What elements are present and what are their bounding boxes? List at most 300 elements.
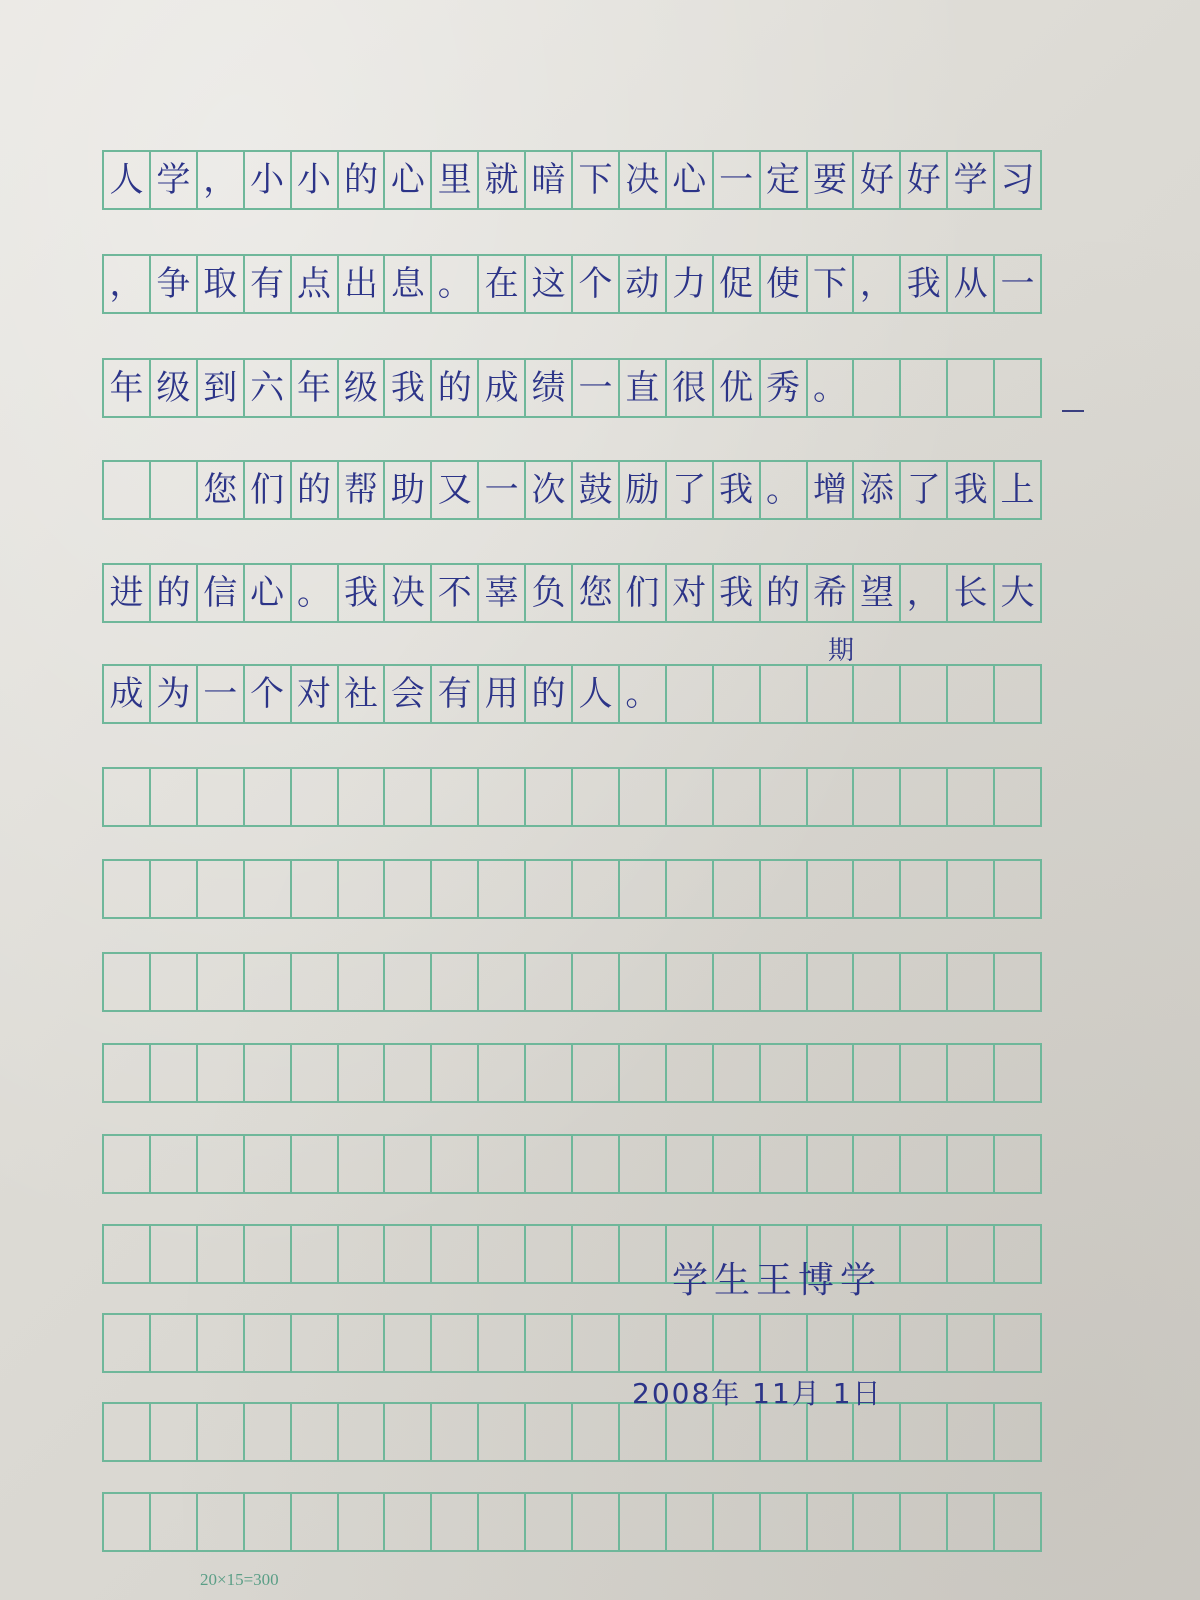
grid-cell xyxy=(573,1494,620,1550)
grid-cell xyxy=(667,1494,714,1550)
grid-cell: 一 xyxy=(573,360,620,416)
grid-cell xyxy=(948,954,995,1010)
grid-cell xyxy=(667,1136,714,1192)
grid-cell xyxy=(526,1045,573,1101)
grid-cell xyxy=(573,1045,620,1101)
grid-cell xyxy=(995,1045,1042,1101)
grid-cell: 学 xyxy=(948,152,995,208)
grid-cell xyxy=(104,769,151,825)
grid-cell xyxy=(198,954,245,1010)
grid-row xyxy=(102,1402,1042,1462)
grid-cell xyxy=(198,1494,245,1550)
grid-cell: 。 xyxy=(292,565,339,621)
grid-cell xyxy=(526,861,573,917)
grid-cell: 用 xyxy=(479,666,526,722)
grid-cell: 秀 xyxy=(761,360,808,416)
grid-cell xyxy=(901,1045,948,1101)
grid-cell xyxy=(432,1494,479,1550)
grid-cell: 心 xyxy=(385,152,432,208)
grid-cell xyxy=(995,1136,1042,1192)
grid-cell xyxy=(573,1404,620,1460)
grid-row xyxy=(102,358,1042,418)
grid-cell xyxy=(761,1404,808,1460)
grid-cell: 有 xyxy=(432,666,479,722)
grid-cell xyxy=(761,666,808,722)
pen-mark xyxy=(1062,410,1084,412)
grid-cell xyxy=(526,1136,573,1192)
grid-cell xyxy=(151,1226,198,1282)
grid-cell: 心 xyxy=(667,152,714,208)
grid-cell: 决 xyxy=(385,565,432,621)
grid-cell: 就 xyxy=(479,152,526,208)
grid-cell xyxy=(151,1315,198,1371)
grid-cell xyxy=(198,1315,245,1371)
grid-cell: 个 xyxy=(573,256,620,312)
grid-cell xyxy=(292,954,339,1010)
grid-cell xyxy=(667,769,714,825)
grid-cell: 我 xyxy=(339,565,386,621)
grid-cell xyxy=(854,1045,901,1101)
grid-cell xyxy=(761,861,808,917)
grid-cell xyxy=(808,861,855,917)
grid-cell: 定 xyxy=(761,152,808,208)
grid-cell: 增 xyxy=(808,462,855,518)
grid-cell xyxy=(667,1315,714,1371)
grid-cell xyxy=(104,1045,151,1101)
grid-cell xyxy=(995,1494,1042,1550)
grid-cell: 添 xyxy=(854,462,901,518)
grid-cell xyxy=(151,1045,198,1101)
grid-cell xyxy=(714,1315,761,1371)
grid-cell: 心 xyxy=(245,565,292,621)
grid-cell xyxy=(479,861,526,917)
grid-cell xyxy=(995,954,1042,1010)
grid-cell xyxy=(620,1136,667,1192)
grid-cell xyxy=(995,1404,1042,1460)
grid-cell xyxy=(479,769,526,825)
grid-cell xyxy=(198,1226,245,1282)
grid-cell xyxy=(198,1045,245,1101)
grid-cell xyxy=(245,1315,292,1371)
correction-mark: 期 xyxy=(828,636,855,666)
grid-cell xyxy=(761,1494,808,1550)
grid-cell: 这 xyxy=(526,256,573,312)
grid-row xyxy=(102,1134,1042,1194)
grid-cell xyxy=(948,769,995,825)
grid-cell xyxy=(292,1404,339,1460)
grid-cell: 直 xyxy=(620,360,667,416)
grid-cell: ， xyxy=(198,152,245,208)
grid-cell xyxy=(526,954,573,1010)
grid-cell xyxy=(808,1494,855,1550)
grid-cell: 的 xyxy=(432,360,479,416)
grid-cell xyxy=(292,1315,339,1371)
grid-cell: 级 xyxy=(151,360,198,416)
grid-cell xyxy=(385,769,432,825)
grid-cell xyxy=(714,1494,761,1550)
grid-cell xyxy=(292,1494,339,1550)
grid-cell xyxy=(808,954,855,1010)
grid-cell xyxy=(948,360,995,416)
grid-row xyxy=(102,859,1042,919)
grid-cell: 点 xyxy=(292,256,339,312)
grid-cell: 学 xyxy=(151,152,198,208)
grid-cell: 人 xyxy=(104,152,151,208)
grid-cell xyxy=(573,1136,620,1192)
grid-cell xyxy=(854,360,901,416)
grid-cell: 次 xyxy=(526,462,573,518)
grid-cell xyxy=(808,666,855,722)
grid-cell: 辜 xyxy=(479,565,526,621)
grid-cell xyxy=(620,1494,667,1550)
grid-cell xyxy=(292,1045,339,1101)
grid-cell xyxy=(573,954,620,1010)
grid-cell xyxy=(901,954,948,1010)
grid-cell xyxy=(526,1226,573,1282)
grid-cell xyxy=(573,769,620,825)
grid-cell xyxy=(901,861,948,917)
grid-cell: 我 xyxy=(714,462,761,518)
grid-cell xyxy=(948,1315,995,1371)
grid-cell: 息 xyxy=(385,256,432,312)
grid-cell xyxy=(526,769,573,825)
grid-cell: 年 xyxy=(292,360,339,416)
grid-cell: 帮 xyxy=(339,462,386,518)
grid-cell xyxy=(714,1136,761,1192)
grid-cell xyxy=(339,1315,386,1371)
grid-cell: 了 xyxy=(667,462,714,518)
grid-cell xyxy=(995,360,1042,416)
grid-cell xyxy=(854,1315,901,1371)
grid-cell xyxy=(714,1045,761,1101)
grid-cell xyxy=(479,1494,526,1550)
grid-cell xyxy=(854,861,901,917)
grid-cell xyxy=(526,1404,573,1460)
grid-cell xyxy=(714,861,761,917)
grid-cell: ， xyxy=(854,256,901,312)
grid-cell xyxy=(948,1136,995,1192)
grid-cell xyxy=(948,1494,995,1550)
grid-cell: 会 xyxy=(385,666,432,722)
grid-cell xyxy=(385,954,432,1010)
grid-cell: 的 xyxy=(151,565,198,621)
grid-cell xyxy=(667,1404,714,1460)
grid-cell xyxy=(714,1404,761,1460)
grid-cell: 使 xyxy=(761,256,808,312)
grid-row xyxy=(102,1492,1042,1552)
grid-cell xyxy=(292,861,339,917)
grid-cell: ， xyxy=(901,565,948,621)
grid-cell xyxy=(854,1404,901,1460)
grid-cell xyxy=(151,861,198,917)
grid-cell xyxy=(151,954,198,1010)
grid-cell xyxy=(761,1315,808,1371)
grid-cell xyxy=(479,954,526,1010)
grid-cell: 习 xyxy=(995,152,1042,208)
grid-cell xyxy=(526,1494,573,1550)
grid-cell xyxy=(901,1315,948,1371)
grid-cell xyxy=(620,1226,667,1282)
grid-cell xyxy=(808,1136,855,1192)
grid-cell xyxy=(104,462,151,518)
grid-cell xyxy=(573,861,620,917)
grid-cell xyxy=(714,769,761,825)
grid-cell xyxy=(761,1045,808,1101)
grid-cell xyxy=(901,666,948,722)
grid-cell: 优 xyxy=(714,360,761,416)
grid-cell xyxy=(245,1404,292,1460)
grid-cell xyxy=(620,1404,667,1460)
grid-cell: 我 xyxy=(948,462,995,518)
grid-cell: 为 xyxy=(151,666,198,722)
grid-cell xyxy=(104,1226,151,1282)
grid-cell: 的 xyxy=(761,565,808,621)
grid-row xyxy=(102,254,1042,314)
grid-cell xyxy=(479,1136,526,1192)
grid-cell: 进 xyxy=(104,565,151,621)
grid-cell: 到 xyxy=(198,360,245,416)
grid-cell: 。 xyxy=(432,256,479,312)
grid-cell: 上 xyxy=(995,462,1042,518)
grid-cell xyxy=(432,1136,479,1192)
grid-cell: 力 xyxy=(667,256,714,312)
grid-cell xyxy=(292,1136,339,1192)
grid-cell: 一 xyxy=(714,152,761,208)
grid-cell xyxy=(104,1136,151,1192)
grid-cell: 暗 xyxy=(526,152,573,208)
grid-cell: 的 xyxy=(292,462,339,518)
grid-cell xyxy=(854,954,901,1010)
grid-cell xyxy=(808,1404,855,1460)
grid-cell: 的 xyxy=(339,152,386,208)
grid-cell xyxy=(385,1045,432,1101)
grid-cell xyxy=(667,1045,714,1101)
grid-cell: 对 xyxy=(292,666,339,722)
grid-cell xyxy=(245,1136,292,1192)
grid-cell: 促 xyxy=(714,256,761,312)
grid-cell xyxy=(339,1494,386,1550)
grid-cell: 一 xyxy=(198,666,245,722)
grid-cell xyxy=(479,1045,526,1101)
grid-cell: 在 xyxy=(479,256,526,312)
grid-row xyxy=(102,952,1042,1012)
grid-cell: 里 xyxy=(432,152,479,208)
grid-cell xyxy=(854,769,901,825)
grid-cell xyxy=(620,861,667,917)
grid-cell xyxy=(620,1045,667,1101)
grid-cell: 小 xyxy=(245,152,292,208)
grid-cell: 一 xyxy=(479,462,526,518)
grid-cell xyxy=(761,954,808,1010)
grid-row xyxy=(102,1043,1042,1103)
grid-cell xyxy=(948,666,995,722)
grid-cell: 社 xyxy=(339,666,386,722)
grid-cell xyxy=(901,1494,948,1550)
grid-cell: 长 xyxy=(948,565,995,621)
grid-cell xyxy=(948,1404,995,1460)
grid-cell xyxy=(339,954,386,1010)
grid-cell xyxy=(995,1315,1042,1371)
grid-cell xyxy=(620,954,667,1010)
signature: 学生王博学 xyxy=(672,1260,883,1301)
grid-cell xyxy=(432,861,479,917)
date-line: 2008年 11月 1日 xyxy=(632,1377,883,1410)
grid-cell xyxy=(948,1045,995,1101)
grid-cell xyxy=(198,1404,245,1460)
grid-cell xyxy=(854,1494,901,1550)
grid-row xyxy=(102,1313,1042,1373)
grid-cell: 鼓 xyxy=(573,462,620,518)
grid-cell: 一 xyxy=(995,256,1042,312)
grid-cell xyxy=(385,1136,432,1192)
grid-cell xyxy=(432,954,479,1010)
grid-cell: 争 xyxy=(151,256,198,312)
grid-cell xyxy=(714,666,761,722)
grid-cell: 对 xyxy=(667,565,714,621)
grid-cell xyxy=(104,954,151,1010)
grid-cell: 级 xyxy=(339,360,386,416)
grid-cell xyxy=(198,769,245,825)
grid-cell xyxy=(151,462,198,518)
grid-cell xyxy=(808,769,855,825)
grid-cell: 好 xyxy=(901,152,948,208)
grid-cell xyxy=(245,1494,292,1550)
grid-cell: 下 xyxy=(573,152,620,208)
grid-cell xyxy=(714,954,761,1010)
grid-cell xyxy=(479,1226,526,1282)
grid-cell xyxy=(432,1226,479,1282)
grid-cell xyxy=(667,861,714,917)
grid-cell xyxy=(901,1226,948,1282)
grid-cell xyxy=(198,1136,245,1192)
grid-spec-footer: 20×15=300 xyxy=(200,1570,279,1589)
grid-cell xyxy=(339,1045,386,1101)
grid-cell xyxy=(385,1226,432,1282)
grid-cell: 了 xyxy=(901,462,948,518)
grid-cell xyxy=(151,1404,198,1460)
grid-cell: 又 xyxy=(432,462,479,518)
grid-cell: 要 xyxy=(808,152,855,208)
grid-cell: 成 xyxy=(479,360,526,416)
grid-cell: 您 xyxy=(198,462,245,518)
grid-cell xyxy=(432,1404,479,1460)
grid-cell: 们 xyxy=(620,565,667,621)
grid-row xyxy=(102,1224,1042,1284)
grid-cell xyxy=(245,769,292,825)
grid-cell xyxy=(198,861,245,917)
grid-cell xyxy=(245,861,292,917)
grid-cell: 我 xyxy=(901,256,948,312)
grid-cell: 年 xyxy=(104,360,151,416)
grid-cell: 的 xyxy=(526,666,573,722)
grid-cell xyxy=(385,1404,432,1460)
grid-cell xyxy=(245,1226,292,1282)
grid-cell xyxy=(995,1226,1042,1282)
grid-cell xyxy=(104,861,151,917)
grid-cell xyxy=(667,666,714,722)
grid-cell xyxy=(245,1045,292,1101)
grid-cell xyxy=(948,1226,995,1282)
grid-cell xyxy=(573,1226,620,1282)
grid-cell xyxy=(339,861,386,917)
grid-cell: 们 xyxy=(245,462,292,518)
grid-cell xyxy=(620,769,667,825)
grid-cell xyxy=(667,954,714,1010)
grid-cell: 不 xyxy=(432,565,479,621)
grid-cell xyxy=(901,1136,948,1192)
grid-cell xyxy=(901,360,948,416)
grid-cell xyxy=(620,1315,667,1371)
grid-cell xyxy=(854,1136,901,1192)
grid-cell: 从 xyxy=(948,256,995,312)
grid-cell: 好 xyxy=(854,152,901,208)
grid-cell xyxy=(245,954,292,1010)
grid-row xyxy=(102,150,1042,210)
grid-row xyxy=(102,460,1042,520)
grid-cell: 有 xyxy=(245,256,292,312)
grid-cell: 信 xyxy=(198,565,245,621)
grid-cell: 绩 xyxy=(526,360,573,416)
grid-cell xyxy=(526,1315,573,1371)
grid-cell xyxy=(761,769,808,825)
grid-cell xyxy=(761,1136,808,1192)
grid-cell: 六 xyxy=(245,360,292,416)
grid-cell xyxy=(151,1136,198,1192)
grid-cell xyxy=(151,1494,198,1550)
grid-cell xyxy=(151,769,198,825)
grid-cell: 小 xyxy=(292,152,339,208)
grid-cell: 下 xyxy=(808,256,855,312)
grid-cell xyxy=(432,769,479,825)
grid-row xyxy=(102,563,1042,623)
grid-cell: ， xyxy=(104,256,151,312)
grid-cell xyxy=(573,1315,620,1371)
grid-cell: 。 xyxy=(808,360,855,416)
grid-cell xyxy=(808,1045,855,1101)
grid-cell: 动 xyxy=(620,256,667,312)
grid-row xyxy=(102,664,1042,724)
grid-cell xyxy=(292,1226,339,1282)
grid-cell xyxy=(901,769,948,825)
grid-cell: 人 xyxy=(573,666,620,722)
grid-cell: 决 xyxy=(620,152,667,208)
grid-cell xyxy=(292,769,339,825)
grid-cell: 出 xyxy=(339,256,386,312)
grid-cell xyxy=(104,1494,151,1550)
grid-cell: 。 xyxy=(620,666,667,722)
grid-cell: 希 xyxy=(808,565,855,621)
grid-cell: 望 xyxy=(854,565,901,621)
grid-cell xyxy=(104,1315,151,1371)
grid-cell: 大 xyxy=(995,565,1042,621)
grid-cell: 成 xyxy=(104,666,151,722)
grid-cell xyxy=(339,1404,386,1460)
grid-cell: 我 xyxy=(714,565,761,621)
grid-cell: 个 xyxy=(245,666,292,722)
grid-cell xyxy=(339,1226,386,1282)
grid-row xyxy=(102,767,1042,827)
grid-cell xyxy=(995,666,1042,722)
grid-cell: 助 xyxy=(385,462,432,518)
grid-cell xyxy=(479,1315,526,1371)
grid-cell xyxy=(339,1136,386,1192)
grid-cell: 励 xyxy=(620,462,667,518)
grid-cell xyxy=(432,1315,479,1371)
grid-cell: 您 xyxy=(573,565,620,621)
grid-cell xyxy=(995,769,1042,825)
grid-cell xyxy=(385,861,432,917)
grid-cell xyxy=(995,861,1042,917)
